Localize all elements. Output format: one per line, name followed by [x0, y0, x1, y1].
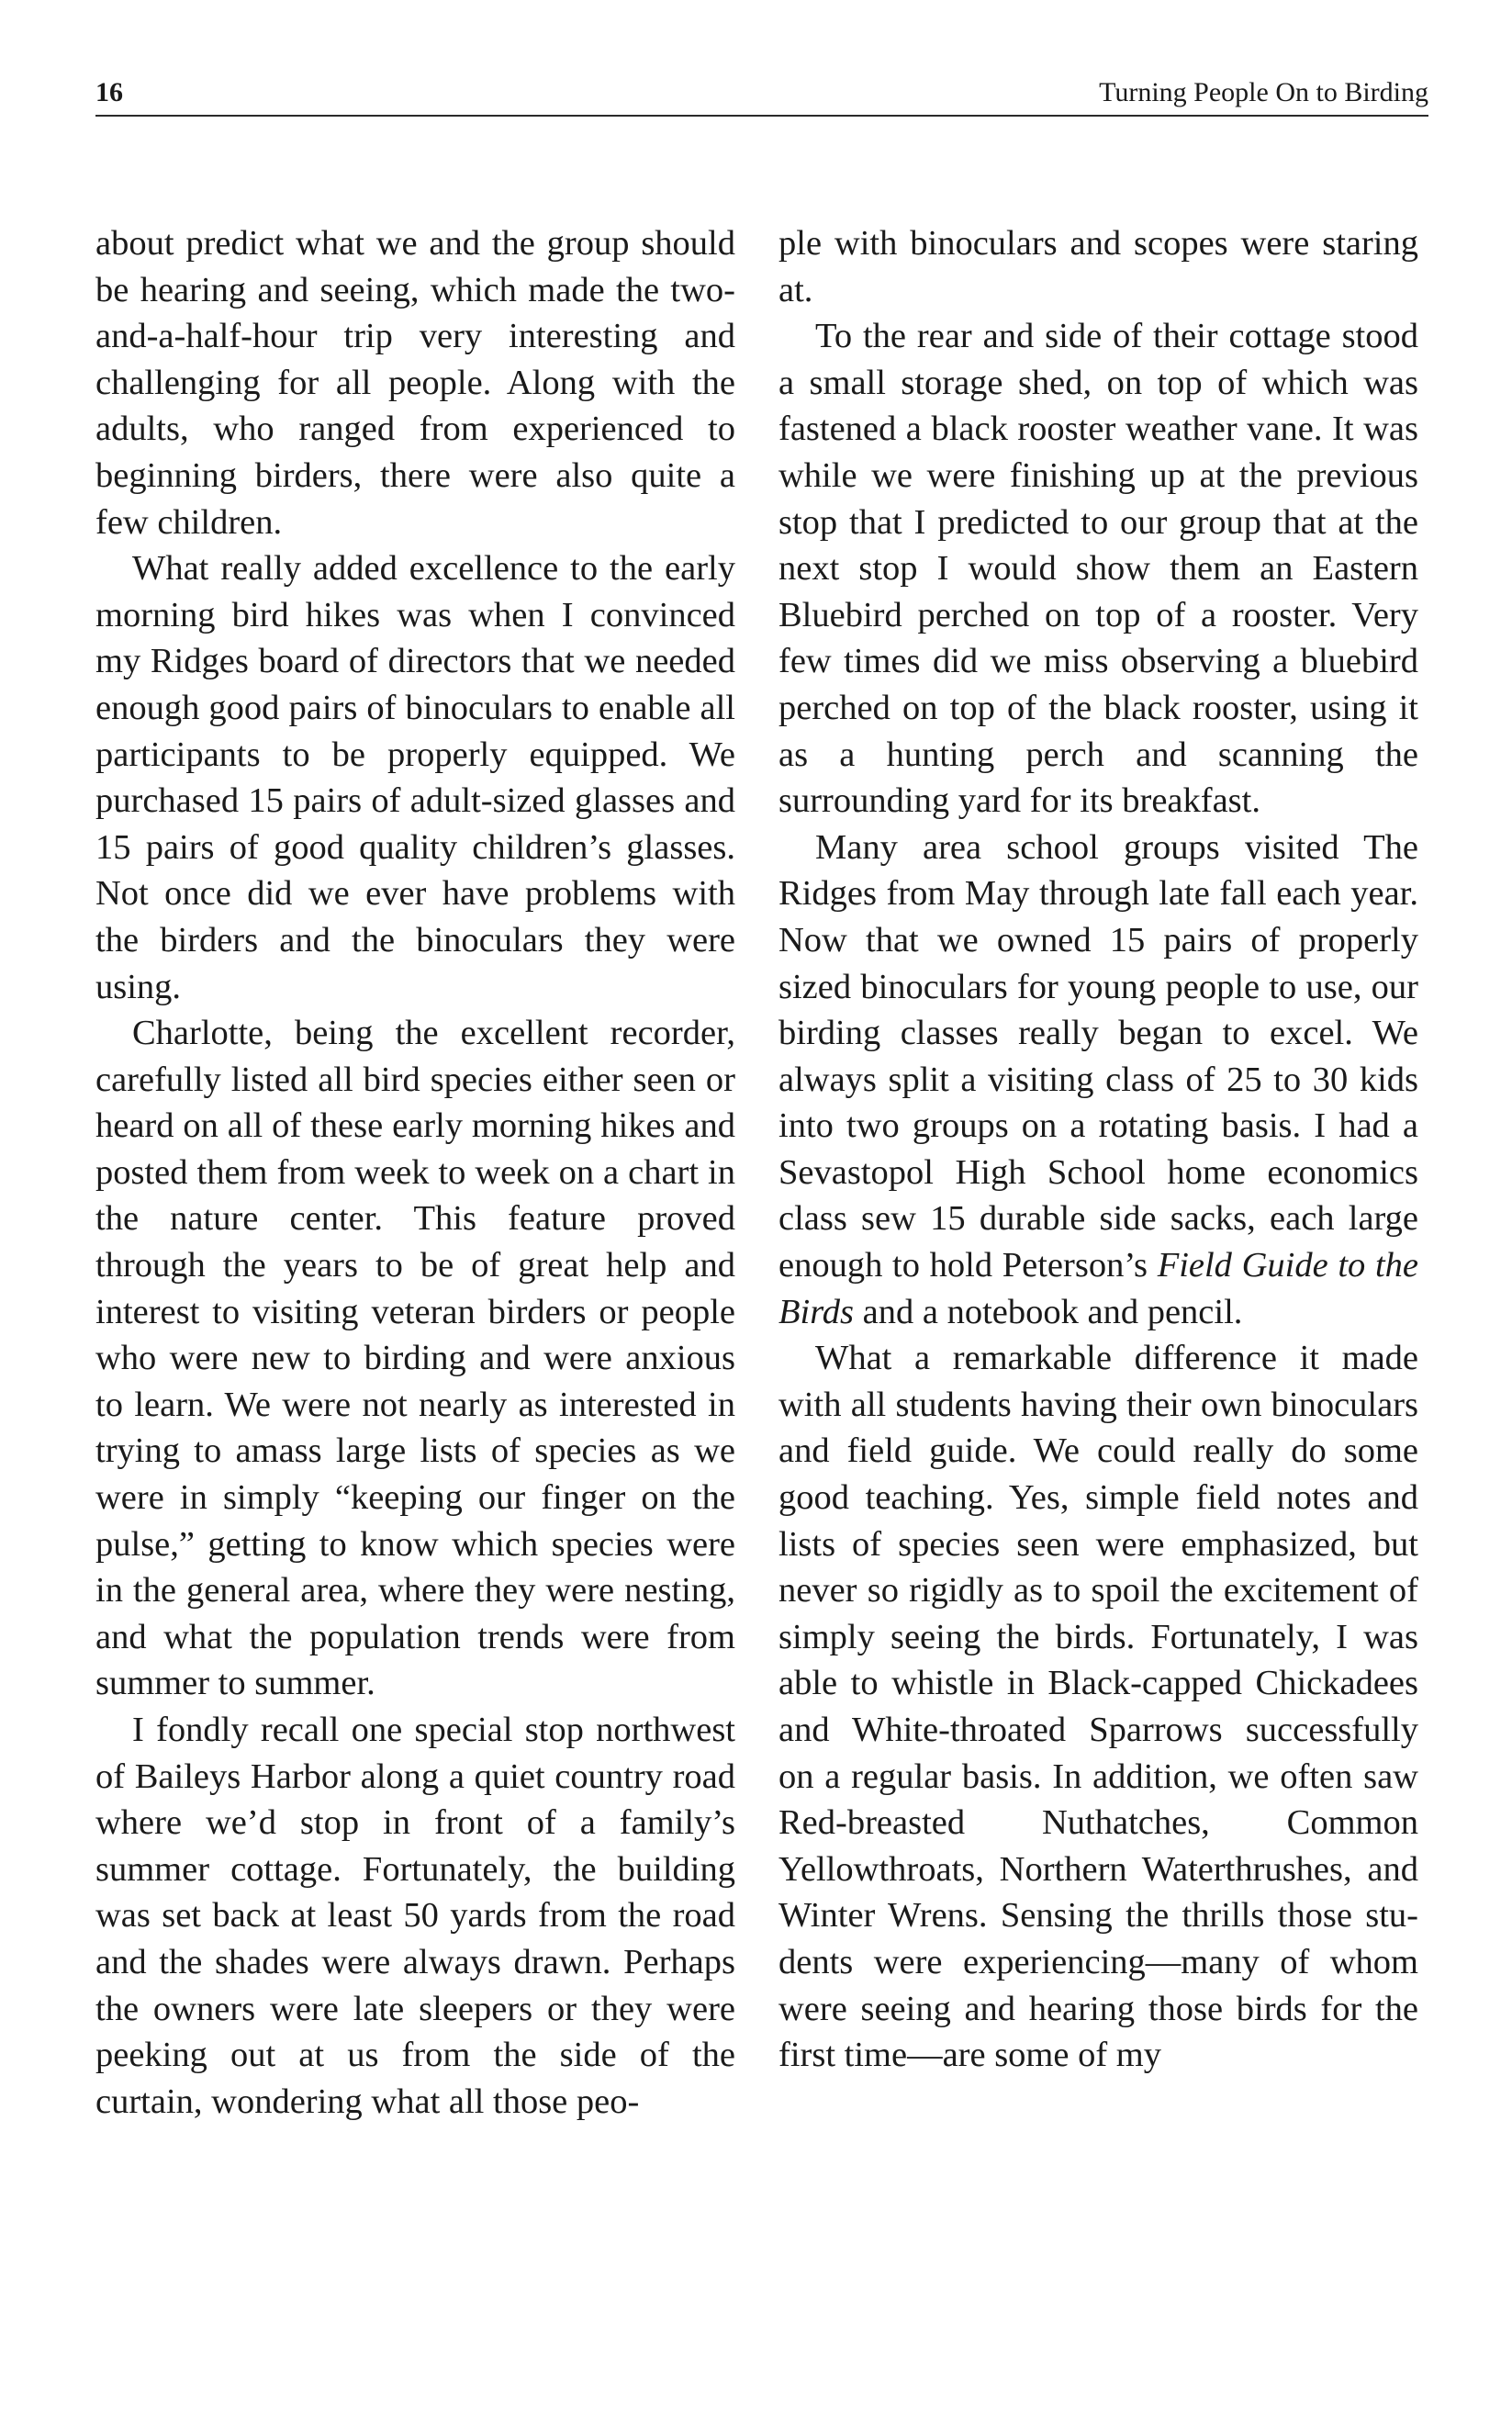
right-paragraph-4: What a remarkable difference it made with all students having their own binoculars and field guide. We could really do some good teaching. Yes, simple field notes and lists of species seen were emphasized, but never so rigidly as to spoil the excitement of simply seeing the birds. Fortunately, I was able to whistle in Black-capped Chickadees and White-throated Sparrows successfully on a regular basis. In addition, we often saw Red-breasted Nuthatches, Common Yellowthroats, Northern Waterthrushes, and Winter Wrens. Sensing the thrills those students were experiencing—many of whom were seeing and hearing those birds for the first time—are some of my	[778, 1339, 1418, 2075]
right-column	[778, 220, 1418, 2079]
book-title: Field Guide to the Birds	[778, 1246, 1419, 1331]
right-paragraph-1: ple with binoculars and scopes were staring at.	[778, 224, 1418, 309]
left-paragraph-2: What really added excellence to the early morning bird hikes was when I convinced my Ridges board of directors that we needed enough good pairs of binoculars to enable all participants to be properly equipped. We purchased 15 pairs of adult-sized glasses and 15 pairs of good quality children’s glasses. Not once did we ever have problems with the birders and the binoculars they were using.	[95, 549, 735, 1006]
left-paragraph-4: I fondly recall one special stop northwest of Baileys Harbor along a quiet country road where we’d stop in front of a family’s summer cottage. Fortunately, the building was set back at least 50 yards from the road and the shades were always drawn. Perhaps the owners were late sleepers or they were peeking out at us from the side of the curtain, wondering what all those peo-	[95, 1711, 735, 2121]
right-paragraph-2: To the rear and side of their cottage stood a small storage shed, on top of which was fastened a black rooster weather vane. It was while we were finishing up at the previous stop that I predicted to our group that at the next stop I would show them an Eastern Bluebird perched on top of a rooster. Very few times did we miss observing a bluebird perched on top of the black rooster, using it as a hunting perch and scanning the surrounding yard for its breakfast.	[778, 317, 1418, 821]
right-paragraph-3-end: and a notebook and pencil.	[862, 1292, 1243, 1331]
header-rule	[95, 115, 1428, 117]
running-header	[95, 77, 1428, 112]
running-title: Turning People On to Birding	[1099, 77, 1428, 107]
page-number: 16	[95, 77, 123, 107]
right-paragraph-3	[778, 825, 1418, 1336]
right-paragraph-3-text: Many area school groups visited The Ridges from May through late fall each year. Now that we owned 15 pairs of properly sized binoculars for young people to use, our birding classes really began to excel. We always split a visiting class of 25 to 30 kids into two groups on a rotating basis. I had a Sevastopol High School home economics class sew 15 durable side sacks, each large enough to hold Peterson’s	[778, 827, 1418, 1285]
left-paragraph-3: Charlotte, being the excellent recorder, carefully listed all bird species either seen or heard on all of these early morning hikes and posted them from week to week on a chart in the nature center. This feature proved through the years to be of great help and interest to visiting veteran birders or people who were new to birding and were anxious to learn. We were not nearly as interested in trying to amass large lists of species as we were in simply “keeping our finger on the pulse,” getting to know which species were in the general area, where they were nesting, and what the population trends were from summer to summer.	[95, 1014, 735, 1703]
left-column	[95, 220, 735, 2125]
left-paragraph-1: about predict what we and the group should be hearing and seeing, which made the two-and-a-half-hour trip very interesting and challenging for all people. Along with the adults, who ranged from experienced to beginning birders, there were also quite a few children.	[95, 224, 735, 542]
